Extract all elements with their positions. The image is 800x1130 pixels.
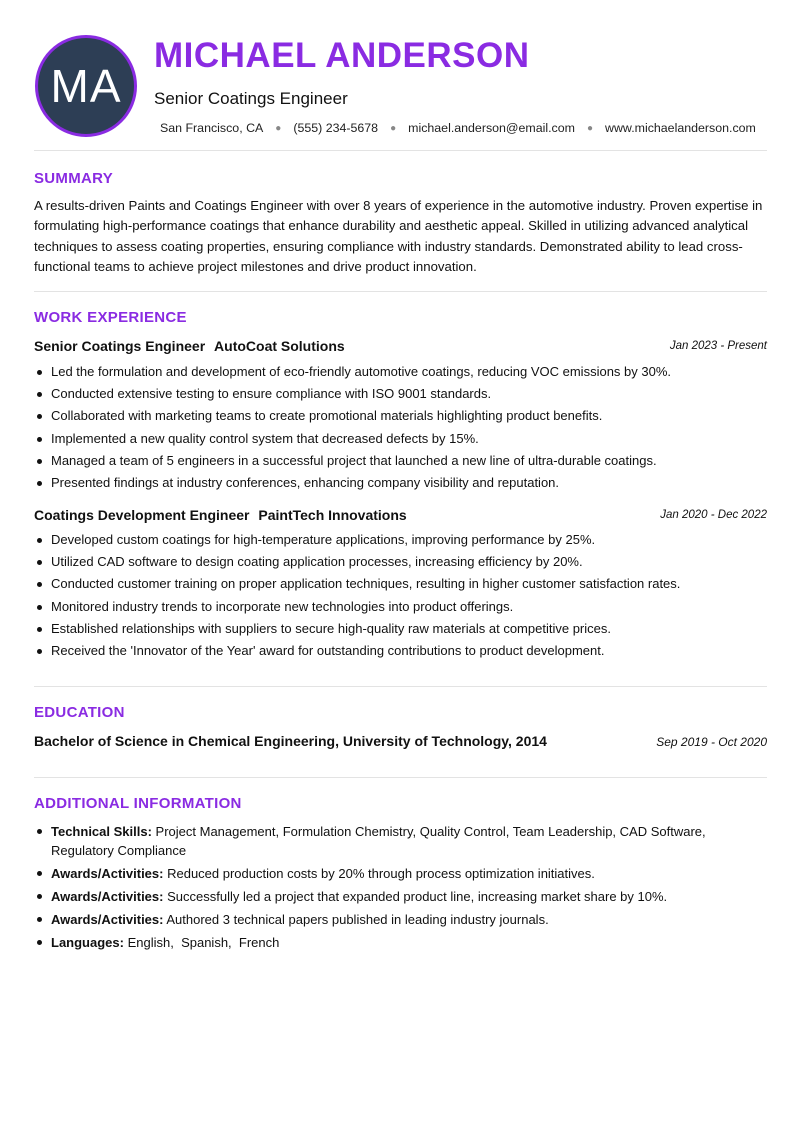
item-text: English, Spanish, French [127, 935, 280, 950]
list-item [34, 822, 767, 860]
divider [34, 686, 767, 687]
job-company: PaintTech Innovations [258, 507, 407, 523]
education-entry [34, 733, 767, 751]
item-label: Languages: [51, 935, 124, 950]
separator-dot-icon: ● [586, 122, 594, 134]
job-header [34, 507, 767, 525]
separator-dot-icon: ● [390, 122, 397, 134]
item-label: Awards/Activities: [51, 889, 164, 904]
list-item [34, 910, 767, 929]
summary-text: A results-driven Paints and Coatings Engineer with over 8 years of experience in the automotive industry. Proven expertise in formulating high-performance coatings that enhance durability and aesthetic appeal. Skilled in utilizing advanced analytical techniques to assess coating properties, ensuring compliance with industry standards. Demonstrated ability to lead cross-functional teams to achieve project milestones and drive product innovation. [34, 198, 763, 275]
contact-website[interactable]: www.michaelanderson.com [605, 121, 756, 135]
list-item: Developed custom coatings for high-temperature applications, improving performance by 25%. [34, 531, 767, 553]
additional-heading: ADDITIONAL INFORMATION [34, 795, 242, 812]
job-role: Senior Coatings Engineer [34, 338, 206, 354]
list-item: Utilized CAD software to design coating application processes, increasing efficiency by 20%. [34, 553, 767, 575]
list-item [34, 887, 767, 906]
list-item: Monitored industry trends to incorporate new technologies into product offerings. [34, 598, 767, 620]
divider [34, 150, 767, 151]
education-dates: Sep 2019 - Oct 2020 [656, 735, 767, 749]
list-item: Established relationships with suppliers to secure high-quality raw materials at competitive prices. [34, 620, 767, 642]
list-item: Collaborated with marketing teams to create promotional materials highlighting product benefits. [34, 407, 767, 429]
item-label: Awards/Activities: [51, 912, 164, 927]
resume-header [0, 0, 800, 150]
contact-phone: (555) 234-5678 [293, 121, 379, 135]
contact-line [160, 121, 756, 135]
summary-heading: SUMMARY [34, 170, 114, 187]
item-text: Project Management, Formulation Chemistry, Quality Control, Team Leadership, CAD Software, Regulatory Compliance [51, 824, 706, 858]
job-role: Coatings Development Engineer [34, 507, 250, 523]
list-item: Implemented a new quality control system that decreased defects by 15%. [34, 430, 767, 452]
divider [34, 777, 767, 778]
contact-location: San Francisco, CA [160, 121, 264, 135]
list-item: Presented findings at industry conferences, enhancing company visibility and reputation. [34, 474, 767, 496]
job-company: AutoCoat Solutions [214, 338, 345, 354]
education-heading: EDUCATION [34, 704, 125, 721]
item-label: Awards/Activities: [51, 866, 164, 881]
candidate-title: Senior Coatings Engineer [154, 89, 348, 108]
education-degree: Bachelor of Science in Chemical Engineering, University of Technology, 2014 [34, 733, 547, 749]
additional-list [34, 822, 767, 956]
item-label: Technical Skills: [51, 824, 152, 839]
list-item: Received the 'Innovator of the Year' award for outstanding contributions to product development. [34, 642, 767, 664]
list-item [34, 864, 767, 883]
job-dates: Jan 2023 - Present [669, 340, 767, 352]
list-item: Led the formulation and development of eco-friendly automotive coatings, reducing VOC emissions by 30%. [34, 363, 767, 385]
list-item: Conducted customer training on proper application techniques, resulting in higher customer satisfaction rates. [34, 575, 767, 597]
job-bullets [34, 363, 767, 496]
item-text: Authored 3 technical papers published in leading industry journals. [166, 912, 549, 927]
avatar: MA [35, 35, 137, 137]
list-item: Conducted extensive testing to ensure compliance with ISO 9001 standards. [34, 385, 767, 407]
item-text: Reduced production costs by 20% through process optimization initiatives. [167, 866, 595, 881]
job-header [34, 338, 767, 356]
list-item [34, 933, 767, 952]
experience-heading: WORK EXPERIENCE [34, 309, 187, 326]
list-item: Managed a team of 5 engineers in a successful project that launched a new line of ultra-durable coatings. [34, 452, 767, 474]
separator-dot-icon: ● [275, 122, 282, 134]
divider [34, 291, 767, 292]
job-dates: Jan 2020 - Dec 2022 [660, 509, 767, 521]
candidate-name: MICHAEL ANDERSON [154, 36, 530, 75]
item-text: Successfully led a project that expanded product line, increasing market share by 10%. [167, 889, 668, 904]
job-bullets [34, 531, 767, 664]
contact-email[interactable]: michael.anderson@email.com [408, 121, 575, 135]
